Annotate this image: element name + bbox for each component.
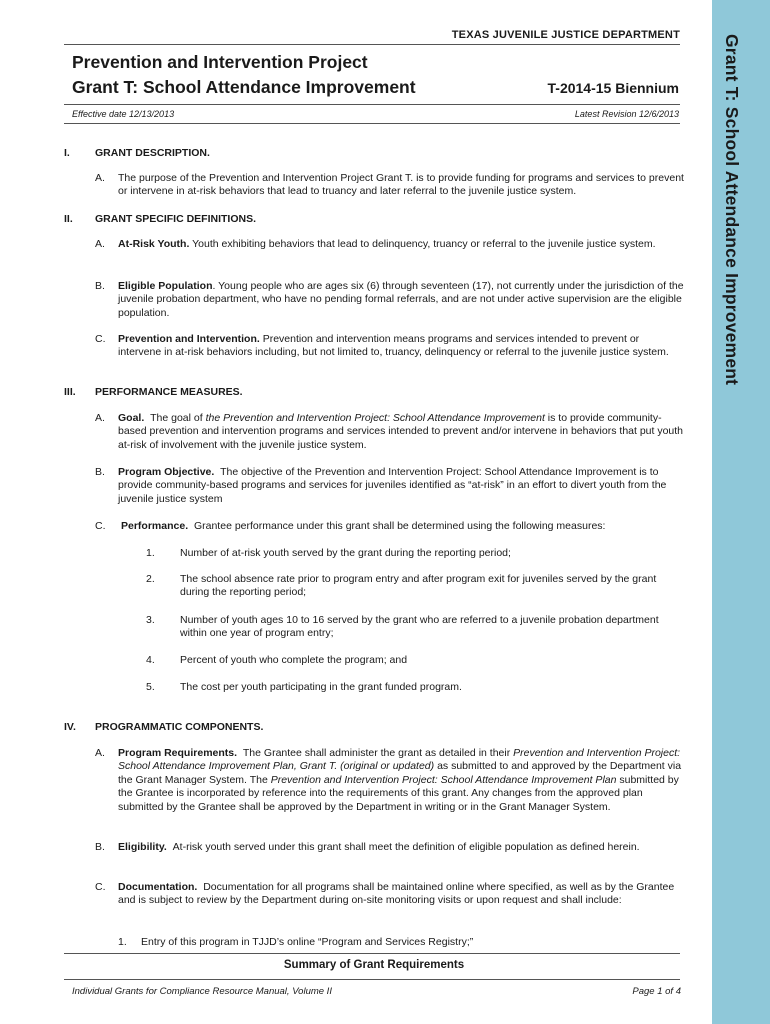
summary-heading: Summary of Grant Requirements	[283, 959, 465, 971]
measure-item: 3. Number of youth ages 10 to 16 served by the grant who are referred to a juvenile probation department within one year of program entry;	[146, 614, 659, 640]
definition-at-risk-youth: A. At-Risk Youth. Youth exhibiting behaviors that lead to delinquency, truancy or referral to the juvenile justice system.	[95, 238, 656, 250]
performance-measures-intro: C. Performance. Grantee performance under this grant shall be determined using the following measures:	[95, 520, 606, 532]
section-3-heading: PERFORMANCE MEASURES.	[95, 386, 243, 398]
side-tab-title: Grant T: School Attendance Improvement	[722, 34, 742, 386]
section-4-heading: PROGRAMMATIC COMPONENTS.	[95, 721, 264, 733]
measure-item: 4. Percent of youth who complete the program; and	[146, 654, 408, 666]
documentation-item: 1. Entry of this program in TJJD’s online “Program and Services Registry;”	[118, 936, 474, 948]
summary-rule	[64, 953, 680, 954]
measure-item: 5. The cost per youth participating in the grant funded program.	[146, 681, 462, 693]
measure-item: 2. The school absence rate prior to program entry and after program exit for juveniles served by the grant during the reporting period;	[146, 573, 657, 599]
header-rule-dates	[64, 123, 680, 124]
footer-page-number: Page 1 of 4	[632, 986, 681, 997]
program-objective: B. Program Objective. The objective of the Prevention and Intervention Project: School Attendance Improvement is to provide community-based programs and services for juveniles identified as “at-risk” in an effort to divert youth from the juvenile justice system	[95, 466, 667, 505]
document-title-line1: Prevention and Intervention Project	[72, 52, 368, 72]
agency-name: TEXAS JUVENILE JUSTICE DEPARTMENT	[451, 29, 680, 41]
section-4-numeral: IV.	[64, 721, 76, 733]
section-3-numeral: III.	[64, 386, 76, 398]
document-title-line2: Grant T: School Attendance Improvement	[72, 77, 416, 97]
footer-rule	[64, 979, 680, 980]
section-2-numeral: II.	[64, 213, 73, 225]
footer-manual-title: Individual Grants for Compliance Resource Manual, Volume II	[72, 986, 332, 997]
definition-prevention-intervention: C. Prevention and Intervention. Prevention and intervention means programs and services intended to prevent or intervene in at-risk behaviors including, but not limited to, truancy, delinquency or referral to the juvenile justice system.	[95, 333, 669, 359]
latest-revision: Latest Revision 12/6/2013	[574, 109, 679, 119]
performance-goal: A. Goal. The goal of the Prevention and Intervention Project: School Attendance Improvement is to provide community-based prevention and intervention programs and services intended to prevent and/or intervene in behaviors that put youth at-risk of involvement with the juvenile justice system.	[95, 412, 684, 451]
section-1-heading: GRANT DESCRIPTION.	[95, 147, 210, 159]
documentation: C. Documentation. Documentation for all programs shall be maintained online where specified, as well as by the Grantee and is subject to review by the Department during on-site monitoring visits or upon request and shall include:	[95, 881, 675, 907]
measure-item: 1. Number of at-risk youth served by the grant during the reporting period;	[146, 547, 511, 559]
header-rule-bottom	[64, 104, 680, 105]
section-2-heading: GRANT SPECIFIC DEFINITIONS.	[95, 213, 257, 225]
section-1-item-a: A. The purpose of the Prevention and Intervention Project Grant T. is to provide funding for programs and services to prevent or intervene in at-risk behaviors that lead to truancy and later referral to the juvenile justice system.	[95, 172, 684, 198]
definition-eligible-population: B. Eligible Population. Young people who are ages six (6) through seventeen (17), not currently under the jurisdiction of the juvenile probation department, who have no pending formal referrals, and are not under active supervision are the eligible population.	[95, 280, 684, 319]
program-requirements: A. Program Requirements. The Grantee shall administer the grant as detailed in their Prevention and Intervention Project: School Attendance Improvement Plan, Grant T. (original or updated) as submitted to and approved by the Department via the Grant Manager System. The Prevention and Intervention Project: School Attendance Improvement Plan submitted by the Grantee is incorporated by reference into the requirements of this grant. Any changes from the approved plan submitted by the Grantee shall be approved by the Department in writing or in the Grant Manager System.	[95, 747, 682, 813]
eligibility: B. Eligibility. At-risk youth served under this grant shall meet the definition of eligible population as defined herein.	[95, 841, 640, 853]
side-tab	[712, 0, 770, 1024]
biennium-label: T-2014-15 Biennium	[547, 80, 679, 96]
header-rule-top	[64, 44, 680, 45]
section-1-numeral: I.	[64, 147, 70, 159]
effective-date: Effective date 12/13/2013	[72, 109, 175, 119]
